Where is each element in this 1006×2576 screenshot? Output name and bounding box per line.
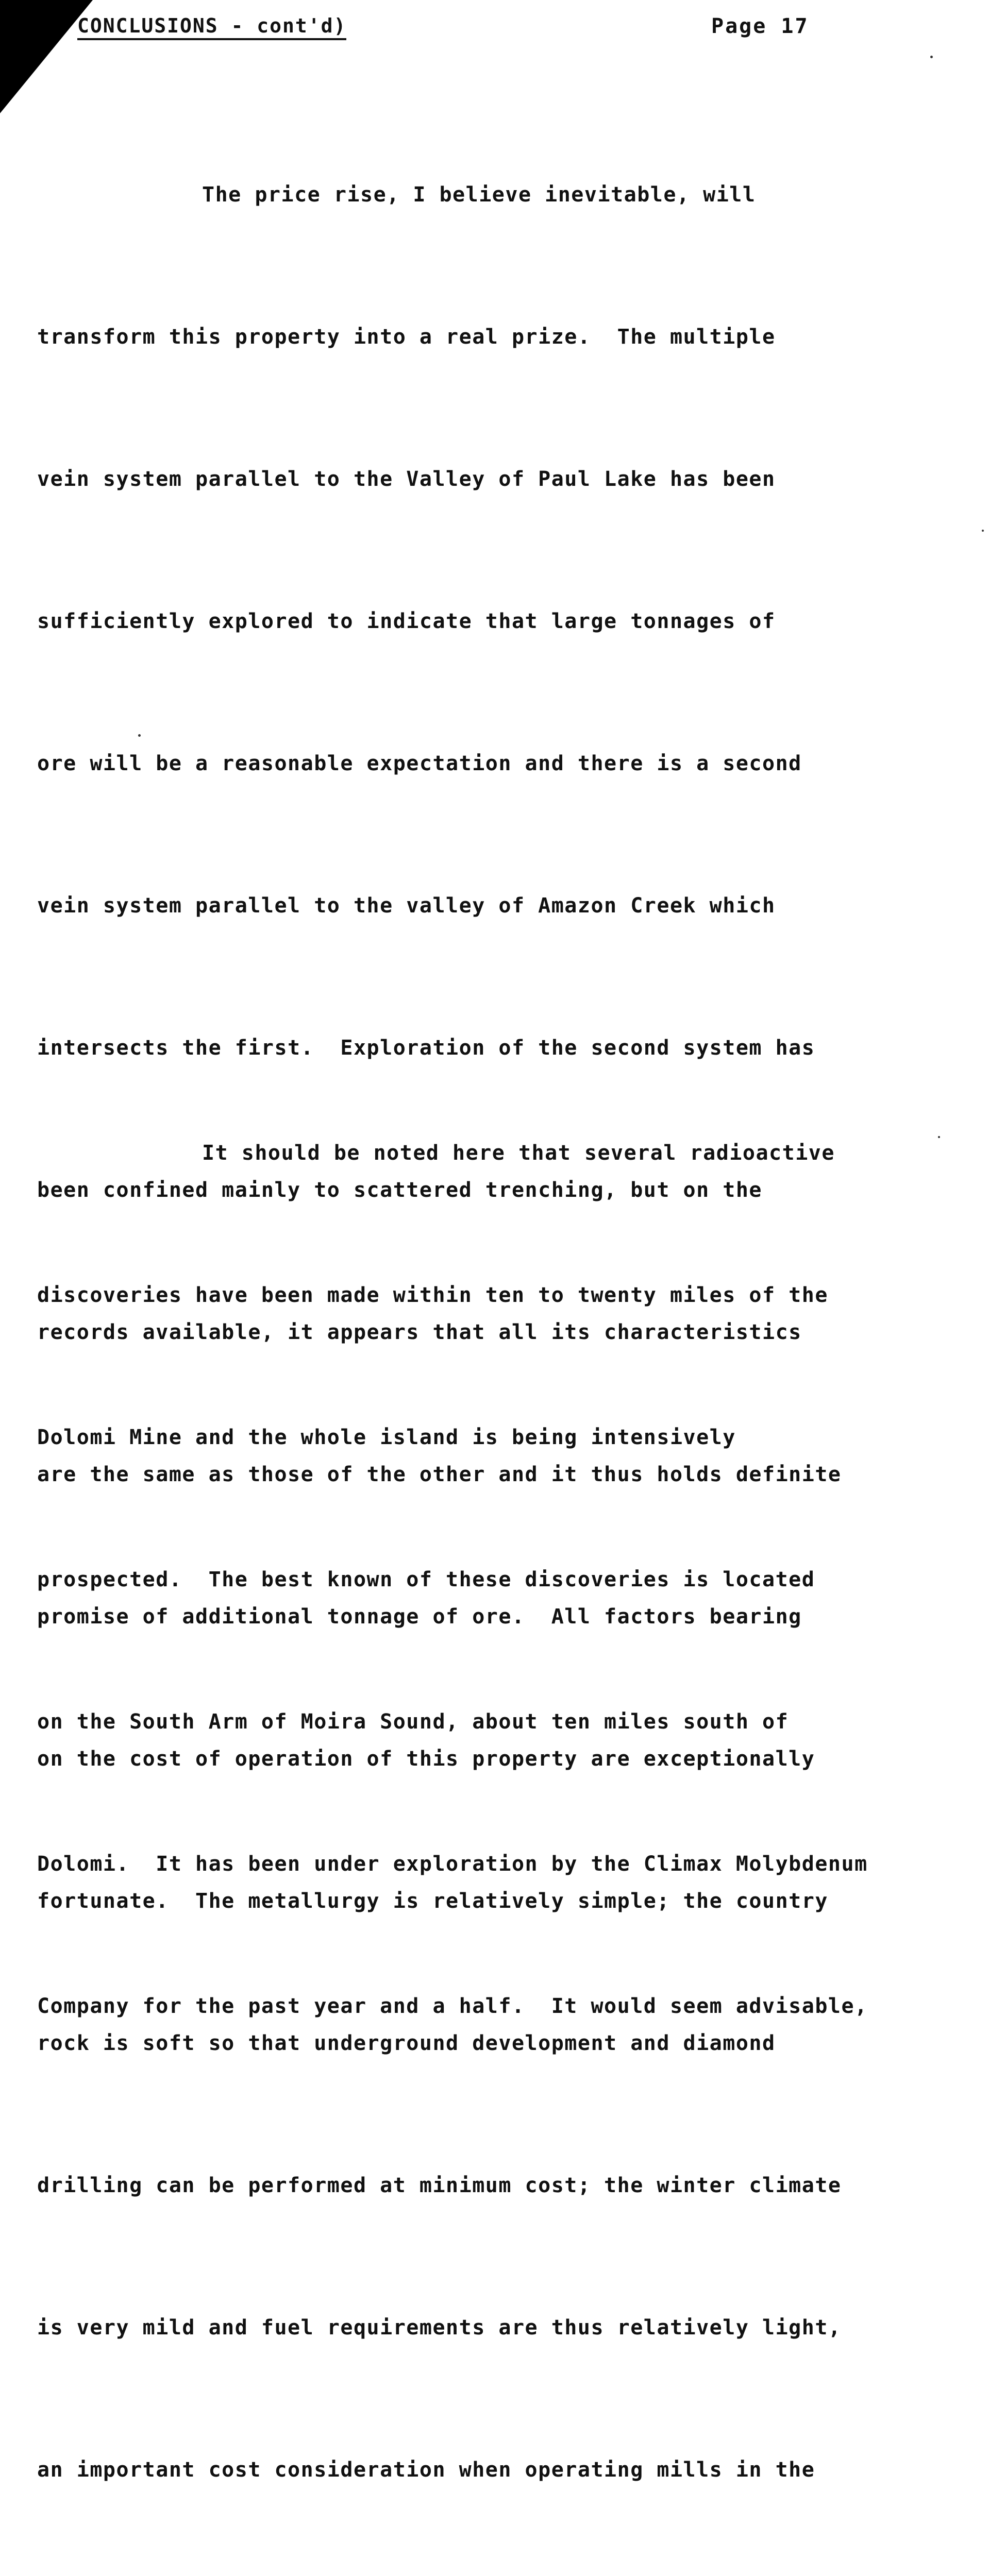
- text-line: Dolomi. It has been under exploration by the Climax Molybdenum: [37, 1852, 868, 1876]
- scan-speck: [982, 530, 984, 532]
- text-line: vein system parallel to the valley of Amazon Creek which: [37, 894, 776, 918]
- text-line: on the South Arm of Moira Sound, about ten miles south of: [37, 1710, 789, 1734]
- scan-speck: [930, 56, 933, 58]
- text-line: vein system parallel to the Valley of Paul Lake has been: [37, 467, 776, 491]
- text-line: It should be noted here that several radioactive: [202, 1141, 835, 1165]
- scan-speck: [138, 734, 141, 737]
- text-line: The price rise, I believe inevitable, will: [202, 183, 756, 207]
- text-line: fortunate. The metallurgy is relatively simple; the country: [37, 1889, 828, 1913]
- section-header: CONCLUSIONS - cont'd): [77, 14, 346, 40]
- text-line: intersects the first. Exploration of the second system has: [37, 1036, 815, 1060]
- text-line: transform this property into a real prize. The multiple: [37, 325, 776, 349]
- text-line: promise of additional tonnage of ore. All factors bearing: [37, 1605, 802, 1629]
- text-line: records available, it appears that all its characteristics: [37, 1320, 802, 1344]
- text-line: on the cost of operation of this property are exceptionally: [37, 1747, 815, 1771]
- scan-speck: [938, 1136, 940, 1138]
- text-line: been confined mainly to scattered trenching, but on the: [37, 1178, 763, 1202]
- text-line: Company for the past year and a half. It would seem advisable,: [37, 1994, 868, 2018]
- text-line: sufficiently explored to indicate that large tonnages of: [37, 609, 776, 633]
- text-line: rock is soft so that underground development and diamond: [37, 2031, 776, 2055]
- page-number: Page 17: [711, 14, 809, 38]
- paragraph-2: [37, 1035, 975, 2077]
- text-line: prospected. The best known of these discoveries is located: [37, 1568, 815, 1591]
- text-line: discoveries have been made within ten to twenty miles of the: [37, 1283, 828, 1307]
- text-line: drilling can be performed at minimum cost; the winter climate: [37, 2174, 842, 2197]
- text-line: are the same as those of the other and it thus holds definite: [37, 1463, 842, 1486]
- text-line: an important cost consideration when operating mills in the: [37, 2458, 815, 2482]
- text-line: ore will be a reasonable expectation and there is a second: [37, 752, 802, 775]
- text-line: Dolomi Mine and the whole island is being intensively: [37, 1426, 736, 1449]
- text-line: is very mild and fuel requirements are thus relatively light,: [37, 2316, 842, 2340]
